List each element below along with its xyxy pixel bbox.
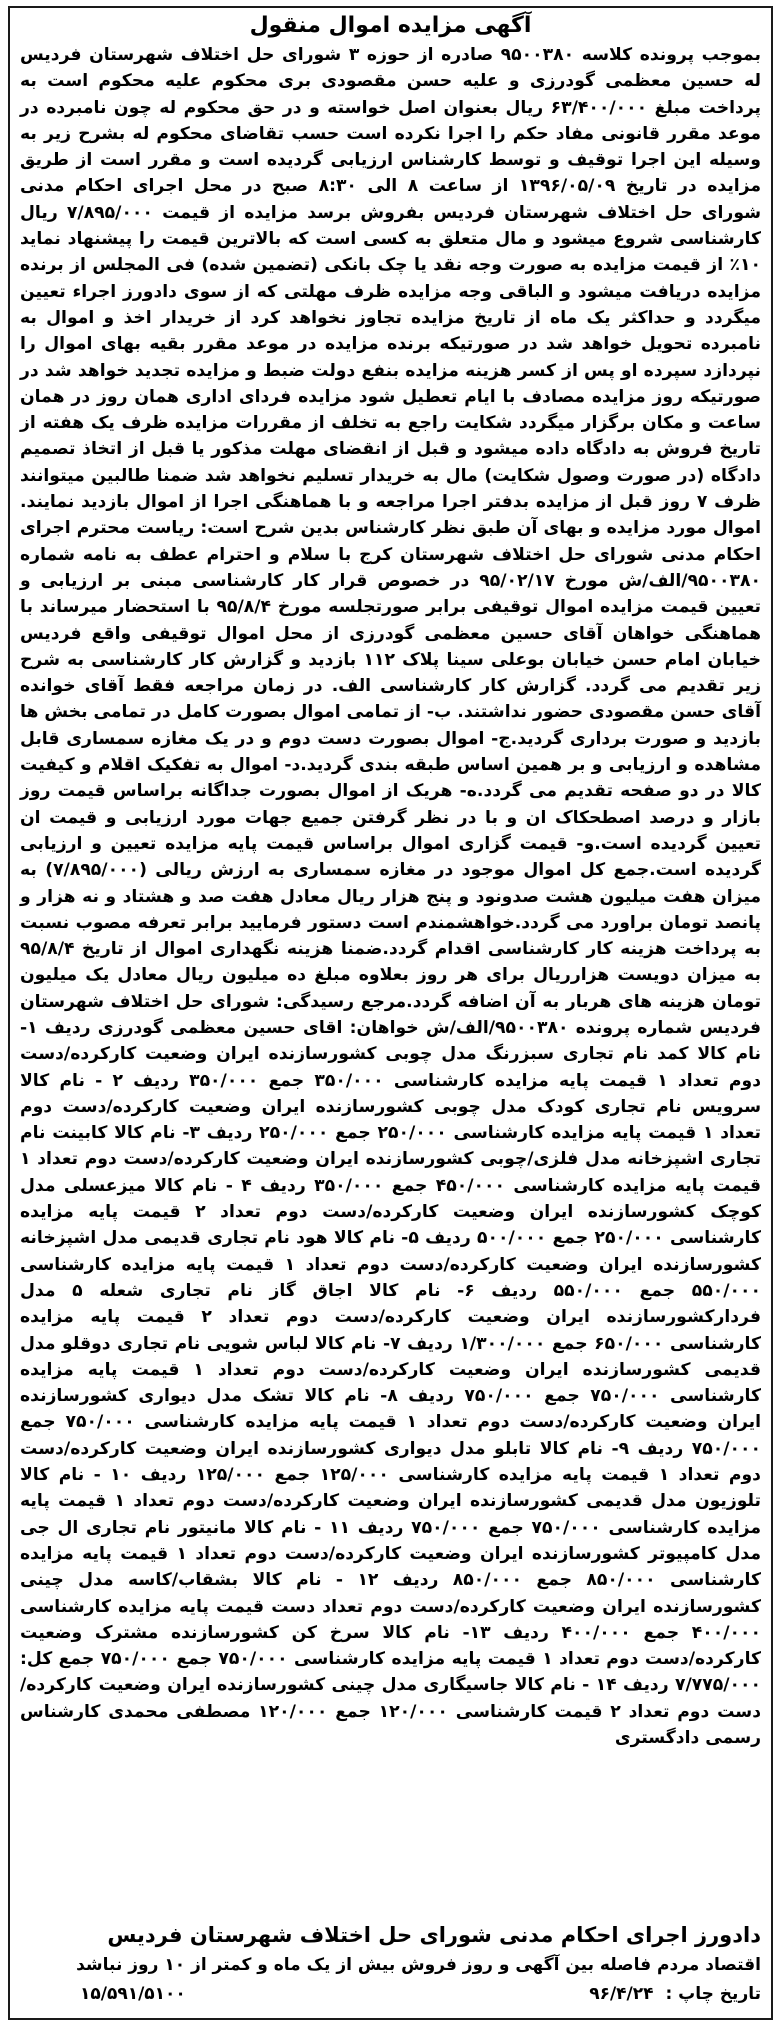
notice-title: آگهی مزایده اموال منقول: [249, 13, 532, 38]
notice-code: ۱۵/۵۹۱/۵۱۰۰: [80, 1984, 186, 2004]
publication-note: اقتصاد مردم فاصله بین آگهی و روز فروش بیش از یک ماه و کمتر از ۱۰ روز نباشد: [76, 1955, 761, 1975]
notice-body: بموجب پرونده کلاسه ۹۵۰۰۳۸۰ صادره از حوزه ۳ شورای حل اختلاف شهرستان فردیس له حسین معظمی گودرزی و علیه حسن مقصودی بری محکوم علیه محکوم است به پرداخت مبلغ ۶۳/۴۰۰/۰۰۰ ریال بعنوان اصل خواسته و در حق محکوم له چون نامبرده در موعد مقرر قانونی مفاد حکم را اجرا نکرده است حسب تقاضای محکوم له بشرح زیر به وسیله این اجرا توقیف و توسط کارشناس ارزیابی گردیده است و مقرر است از طریق مزایده در تاریخ ۱۳۹۶/۰۵/۰۹ از ساعت ۸ الی ۸:۳۰ صبح در محل اجرای احکام مدنی شورای حل اختلاف شهرستان فردیس بفروش برسد مزایده از قیمت ۷/۸۹۵/۰۰۰ ریال کارشناسی شروع میشود و مال متعلق به کسی است که بالاترین قیمت را پیشنهاد نماید ۱۰٪ از قیمت مزایده به صورت وجه نقد یا چک بانکی (تضمین شده) فی المجلس از برنده مزایده دریافت میشود و الباقی وجه مزایده ظرف مهلتی که از سوی دادورز اجراء تعیین میگردد و حداکثر یک ماه از تاریخ مزایده تجاوز نخواهد کرد از خریدار اخذ و اموال به نامبرده تحویل خواهد شد در صورتیکه برنده مزایده در موعد مقرر بقیه بهای اموال را نپردازد سپرده او پس از کسر هزینه مزایده بنفع دولت ضبط و مزایده تجدید خواهد شد در صورتیکه روز مزایده مصادف با ایام تعطیل شود مزایده فردای اداری همان روز در همان ساعت و مکان برگزار میگردد شکایت راجع به تخلف از مقررات مزایده ظرف یک هفته از تاریخ فروش به دادگاه داده میشود و قبل از انقضای مهلت مذکور یا قبل از اتخاذ تصمیم دادگاه (در صورت وصول شکایت) مال به خریدار تسلیم نخواهد شد ضمنا طالبین میتوانند ظرف ۷ روز قبل از مزایده بدفتر اجرا مراجعه و با هماهنگی اجرا از اموال بازدید نمایند. اموال مورد مزایده و بهای آن طبق نظر کارشناس بدین شرح است: ریاست محترم اجرای احکام مدنی شورای حل اختلاف شهرستان کرج با سلام و احترام عطف به نامه شماره ۹۵۰۰۳۸۰/الف/ش مورخ ۹۵/۰۲/۱۷ در خصوص قرار کار کارشناسی مبنی بر ارزیابی و تعیین قیمت مزایده اموال توقیفی برابر صورتجلسه مورخ ۹۵/۸/۴ با استحضار میرساند با هماهنگی خواهان آقای حسین معظمی گودرزی از محل اموال توقیفی واقع فردیس خیابان امام حسن خیابان بوعلی سینا پلاک ۱۱۲ بازدید و گزارش کار کارشناسی به شرح زیر تقدیم می گردد. گزارش کار کارشناسی الف. در زمان مراجعه فقط آقای خوانده آقای حسن مقصودی حضور نداشتند. ب- از تمامی اموال بصورت کامل در تمامی بخش ها بازدید و صورت برداری گردید.ج- اموال بصورت دست دوم و در یک مغازه سمساری قابل مشاهده و ارزیابی و بر همین اساس طبقه بندی گردید.د- اموال به تفکیک اقلام و کیفیت کالا در دو صفحه تقدیم می گردد.ه- هریک از اموال بصورت جداگانه براساس قیمت روز بازار و درصد اصطحکاک ان و با در نظر گرفتن جمیع جهات مورد ارزیابی و قیمت ان تعیین گردیده است.و- قیمت گزاری اموال براساس قیمت پایه مزایده تعیین و ارزیابی گردیده است.جمع کل اموال موجود در مغازه سمساری به ارزش ریالی (۷/۸۹۵/۰۰۰) به میزان هفت میلیون هشت صدونود و پنج هزار ریال معادل هفت صد و هشتاد و نه هزار و پانصد تومان براورد می گردد.خواهشمندم است دستور فرمایید برابر تعرفه مصوب نسبت به پرداخت هزینه کار کارشناسی اقدام گردد.ضمنا هزینه نگهداری اموال از تاریخ ۹۵/۸/۴ به میزان دویست هزارریال برای هر روز بعلاوه مبلغ ده میلیون ریال معادل یک میلیون تومان هزینه های هربار به آن اضافه گردد.مرجع رسیدگی: شورای حل اختلاف شهرستان فردیس شماره پرونده ۹۵۰۰۳۸۰/الف/ش خواهان: اقای حسین معظمی گودرزی ردیف ۱- نام کالا کمد نام تجاری سبزرنگ مدل چوبی کشورسازنده ایران وضعیت کارکرده/دست دوم تعداد ۱ قیمت پایه مزایده کارشناسی ۳۵۰/۰۰۰ جمع ۳۵۰/۰۰۰ ردیف ۲ - نام کالا سرویس نام تجاری کودک مدل چوبی کشورسازنده ایران وضعیت کارکرده/دست دوم تعداد ۱ قیمت پایه مزایده کارشناسی ۲۵۰/۰۰۰ جمع ۲۵۰/۰۰۰ ردیف ۳- نام کالا کابینت نام تجاری اشپزخانه مدل فلزی/چوبی کشورسازنده ایران وضعیت کارکرده/دست دوم تعداد ۱ قیمت پایه مزایده کارشناسی ۴۵۰/۰۰۰ جمع ۳۵۰/۰۰۰ ردیف ۴ - نام کالا میزعسلی مدل کوچک کشورسازنده ایران وضعیت کارکرده/دست دوم تعداد ۲ قیمت پایه مزایده کارشناسی ۲۵۰/۰۰۰ جمع ۵۰۰/۰۰۰ ردیف ۵- نام کالا هود نام تجاری قدیمی مدل اشپزخانه کشورسازنده ایران وضعیت کارکرده/دست دوم تعداد ۱ قیمت پایه مزایده کارشناسی ۵۵۰/۰۰۰ جمع ۵۵۰/۰۰۰ ردیف ۶- نام کالا اجاق گاز نام تجاری شعله ۵ مدل فردارکشورسازنده ایران وضعیت کارکرده/دست دوم تعداد ۲ قیمت پایه مزایده کارشناسی ۶۵۰/۰۰۰ جمع ۱/۳۰۰/۰۰۰ ردیف ۷- نام کالا لباس شویی نام تجاری دوقلو مدل قدیمی کشورسازنده ایران وضعیت کارکرده/دست دوم تعداد ۱ قیمت پایه مزایده کارشناسی ۷۵۰/۰۰۰ جمع ۷۵۰/۰۰۰ ردیف ۸- نام کالا تشک مدل دیواری کشورسازنده ایران وضعیت کارکرده/دست دوم تعداد ۱ قیمت پایه مزایده کارشناسی ۷۵۰/۰۰۰ جمع ۷۵۰/۰۰۰ ردیف ۹- نام کالا تابلو مدل دیواری کشورسازنده ایران وضعیت کارکرده/دست دوم تعداد ۱ قیمت پایه مزایده کارشناسی ۱۲۵/۰۰۰ جمع ۱۲۵/۰۰۰ ردیف ۱۰ - نام کالا تلوزیون مدل قدیمی کشورسازنده ایران وضعیت کارکرده/دست دوم تعداد ۱ قیمت پایه مزایده کارشناسی ۷۵۰/۰۰۰ جمع ۷۵۰/۰۰۰ ردیف ۱۱ - نام کالا مانیتور نام تجاری ال جی مدل کامپیوتر کشورسازنده ایران وضعیت کارکرده/دست دوم تعداد ۱ قیمت پایه مزایده کارشناسی ۸۵۰/۰۰۰ جمع ۸۵۰/۰۰۰ ردیف ۱۲ - نام کالا بشقاب/کاسه مدل چینی کشورسازنده ایران وضعیت کارکرده/دست دوم تعداد دست قیمت پایه مزایده کارشناسی ۴۰۰/۰۰۰ جمع ۴۰۰/۰۰۰ ردیف ۱۳- نام کالا سرخ کن کشورسازنده مشترک وضعیت کارکرده/دست دوم تعداد ۱ قیمت پایه مزایده کارشناسی ۷۵۰/۰۰۰ جمع ۷۵۰/۰۰۰ جمع کل: ۷/۷۷۵/۰۰۰ ردیف ۱۴ - نام کالا جاسیگاری مدل چینی کشورسازنده ایران وضعیت کارکرده/دست دوم تعداد ۲ قیمت کارشناسی ۱۲۰/۰۰۰ جمع ۱۲۰/۰۰۰ مصطفی محمدی کارشناس رسمی دادگستری: [20, 45, 762, 1748]
print-date-group: [583, 1980, 761, 2008]
notice-frame: [8, 6, 773, 2020]
print-date-label: تاریخ چاپ :: [665, 1984, 761, 2004]
notice-footer: [20, 1918, 761, 2008]
signature-heading: دادورز اجرای احکام مدنی شورای حل اختلاف شهرستان فردیس: [107, 1923, 761, 1947]
print-date-value: ۹۶/۴/۲۴: [589, 1984, 654, 2004]
footer-meta-row: [20, 1980, 761, 2008]
